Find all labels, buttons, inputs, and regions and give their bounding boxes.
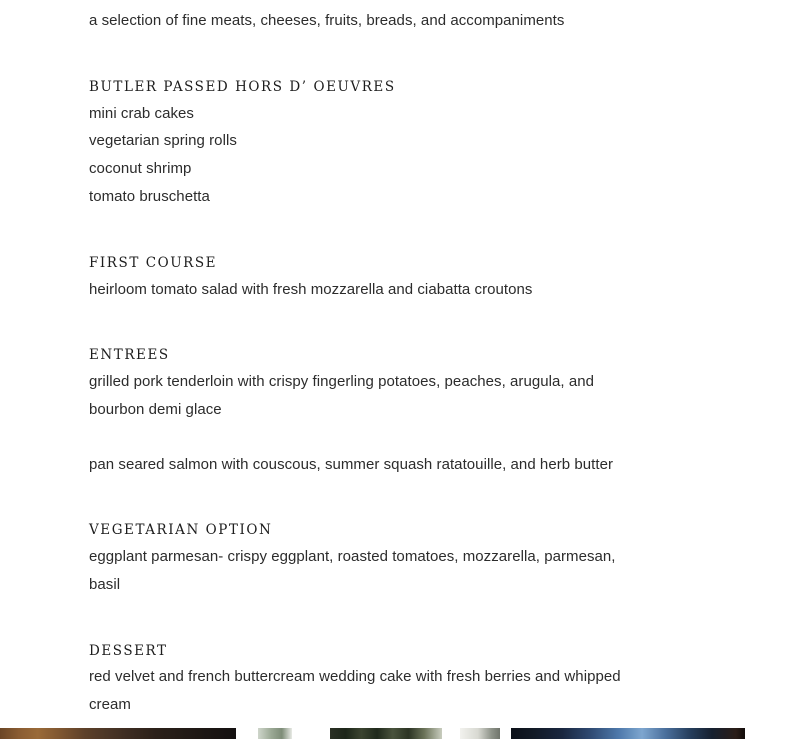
gallery-thumbnail-1[interactable] bbox=[0, 728, 236, 739]
menu-item-wedding-cake: red velvet and french buttercream wedding cake with fresh berries and whipped cream bbox=[89, 668, 621, 713]
section-heading-entrees: ENTREES bbox=[89, 347, 170, 363]
menu-item-eggplant-parmesan: eggplant parmesan- crispy eggplant, roasted tomatoes, mozzarella, parmesan, basil bbox=[89, 548, 616, 593]
menu-item-vegetarian-spring-rolls: vegetarian spring rolls bbox=[89, 132, 237, 149]
menu-intro-line: a selection of fine meats, cheeses, fruits, breads, and accompaniments bbox=[89, 12, 565, 29]
gallery-thumbnail-5[interactable] bbox=[511, 728, 745, 739]
menu-item-coconut-shrimp: coconut shrimp bbox=[89, 160, 192, 177]
section-heading-first-course: FIRST COURSE bbox=[89, 255, 218, 271]
photo-gallery-strip bbox=[0, 728, 785, 739]
gallery-thumbnail-2[interactable] bbox=[258, 728, 292, 739]
menu-item-mini-crab-cakes: mini crab cakes bbox=[89, 105, 194, 122]
menu-item-grilled-pork-tenderloin: grilled pork tenderloin with crispy fingerling potatoes, peaches, arugula, and bourbon demi glace bbox=[89, 373, 595, 418]
gallery-thumbnail-3[interactable] bbox=[330, 728, 442, 739]
menu-item-tomato-bruschetta: tomato bruschetta bbox=[89, 188, 210, 205]
menu-item-pan-seared-salmon: pan seared salmon with couscous, summer squash ratatouille, and herb butter bbox=[89, 456, 614, 473]
gallery-thumbnail-4[interactable] bbox=[460, 728, 500, 739]
section-heading-dessert: DESSERT bbox=[89, 643, 168, 659]
menu-item-heirloom-tomato-salad: heirloom tomato salad with fresh mozzarella and ciabatta croutons bbox=[89, 281, 533, 298]
section-heading-hors-doeuvres: BUTLER PASSED HORS D’ OEUVRES bbox=[89, 79, 396, 95]
section-heading-vegetarian-option: VEGETARIAN OPTION bbox=[89, 522, 273, 538]
